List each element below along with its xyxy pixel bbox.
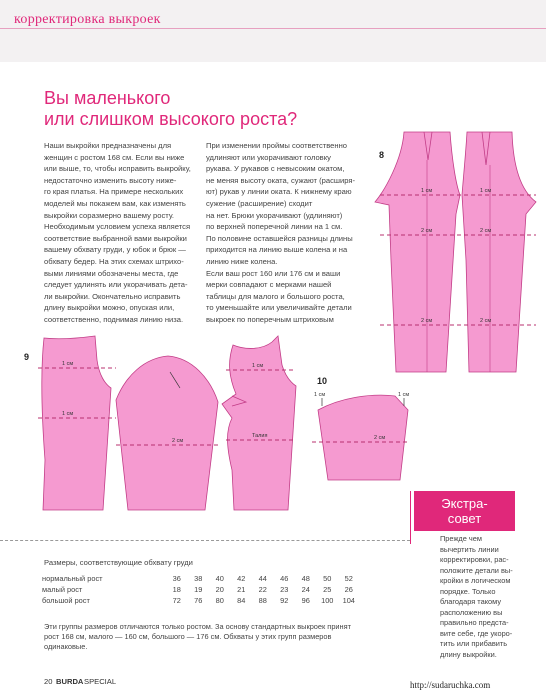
table-cell: 84 <box>237 596 246 605</box>
col1-line: вашему обхвату груди, у юбок и брюк — <box>44 245 186 255</box>
brand-subtitle: SPECIAL <box>84 677 117 686</box>
col2-line: таблицы для малого и большого роста, <box>206 291 345 301</box>
col2-line: по верхней поперечной линии на 1 см. <box>206 222 343 232</box>
extra-tip-badge <box>414 491 515 531</box>
table-cell: 21 <box>237 585 246 594</box>
bodice-back-piece <box>42 336 111 510</box>
col1-line: ли выкройки. Окончательно исправить <box>44 291 181 301</box>
figure-10-number: 10 <box>317 376 328 386</box>
col1-line: моделей мы покажем вам, как изменять <box>44 198 186 208</box>
table-row <box>42 595 360 606</box>
table-cell: 18 <box>172 585 181 594</box>
label-1cm: 1 см <box>62 361 74 367</box>
col2-line: ют) рукав у линии оката. К нижнему краю <box>206 187 352 197</box>
tip-line: положите детали вы- <box>440 565 513 575</box>
table-row <box>42 584 360 595</box>
label-1cm: 1 см <box>398 392 410 398</box>
table-cell: 48 <box>301 574 310 583</box>
table-cell: 80 <box>215 596 224 605</box>
figure-8-number: 8 <box>379 150 385 160</box>
col2-line: По половине оставшейся разницы длины <box>206 233 353 243</box>
tip-line: вите себе, где укоро- <box>440 628 513 638</box>
table-cell: 104 <box>342 596 355 605</box>
label-2cm: 2 см <box>421 228 433 234</box>
tip-line: благодаря такому <box>440 597 502 606</box>
table-cell: 100 <box>321 596 334 605</box>
label-1cm: 1 см <box>252 363 264 369</box>
label-2cm: 2 см <box>480 228 492 234</box>
col1-line: недостаточно изменить высоту ниже- <box>44 175 177 185</box>
col1-line: го края платья. На примере нескольких <box>44 187 184 197</box>
table-cell: 52 <box>344 574 353 583</box>
col1-line: соответствие выбранной вами выкройки <box>44 233 187 243</box>
tip-line: порядке. Только <box>440 586 496 596</box>
col2-line: на нет. Брюки укорачивают (удлиняют) <box>206 210 343 220</box>
sizes-title: Размеры, соответствующие обхвату груди <box>44 558 193 567</box>
extra-title-line1: Экстра- <box>441 496 488 511</box>
table-cell: 20 <box>215 585 224 594</box>
tip-line: расположению вы <box>440 607 503 617</box>
col2-line: линию ниже колена. <box>206 256 278 266</box>
brand-name: BURDA <box>56 677 84 686</box>
label-talia: Талия <box>252 433 268 439</box>
table-cell: 72 <box>172 596 181 605</box>
trouser-front-piece <box>375 132 460 372</box>
row-label: большой рост <box>42 596 90 605</box>
tip-line: правильно предста- <box>440 618 509 627</box>
short-sleeve-piece <box>318 395 408 480</box>
label-1cm: 1 см <box>62 411 74 417</box>
col1-line: выкройки соразмерно вашему росту. <box>44 210 174 220</box>
tip-line: вычертить линии <box>440 544 499 554</box>
col1-line: или выше, то, чтобы исправить выкройку, <box>44 164 191 174</box>
tip-line: Прежде чем <box>440 534 482 543</box>
table-cell: 22 <box>258 585 267 594</box>
col1-line: женщин с ростом 168 см. Если вы ниже <box>44 152 185 162</box>
table-cell: 96 <box>301 596 310 605</box>
col1-line: обхвату бедер. На этих схемах штрихо- <box>44 256 184 266</box>
tip-line: корректировки, рас- <box>440 555 509 564</box>
note-line: рост 168 см, малого — 160 см, большого — 176 см. Обхваты у этих групп размеров <box>44 632 332 642</box>
row-label: нормальный рост <box>42 574 103 583</box>
label-2cm: 2 см <box>374 435 386 441</box>
table-cell: 23 <box>280 585 289 594</box>
sizes-note <box>44 622 374 653</box>
col2-line: мерки совпадают с мерками нашей <box>206 280 332 290</box>
sizes-table <box>42 573 360 606</box>
tip-line: тить или прибавить <box>440 639 508 648</box>
table-cell: 24 <box>301 585 310 594</box>
table-cell: 40 <box>215 574 224 583</box>
page-number: 20 <box>44 677 53 686</box>
table-cell: 76 <box>194 596 203 605</box>
table-cell: 38 <box>194 574 203 583</box>
label-1cm: 1 см <box>480 188 492 194</box>
article-title-line1: Вы маленького <box>44 88 171 108</box>
tip-line: длину выкройки. <box>440 649 497 659</box>
col2-line: не меняя высоту оката, сужают (расширя- <box>206 175 355 185</box>
extra-tip-text <box>440 534 540 660</box>
col2-line: удлиняют или укорачивают головку <box>206 152 331 162</box>
col1-line: выми линиями обозначены места, где <box>44 268 179 278</box>
note-line: одинаковые. <box>44 642 88 652</box>
col1-line: Наши выкройки предназначены для <box>44 141 172 150</box>
watermark: http://sudaruchka.com <box>410 680 491 690</box>
table-cell: 44 <box>258 574 267 583</box>
figure-9-number: 9 <box>24 352 30 362</box>
row-label: малый рост <box>42 585 83 594</box>
extra-title-line2: совет <box>447 511 482 526</box>
table-cell: 19 <box>194 585 203 594</box>
extra-box-rule <box>410 491 411 544</box>
table-row <box>42 573 360 584</box>
col2-line: При изменении проймы соответственно <box>206 141 348 150</box>
table-cell: 36 <box>172 574 181 583</box>
note-line: Эти группы размеров отличаются только ростом. За основу стандартных выкроек принят <box>44 622 352 631</box>
label-1cm: 1 см <box>421 188 433 194</box>
tip-line: кройки в логическом <box>440 576 511 585</box>
col2-line: выкроек по поперечным штриховым <box>206 314 334 324</box>
article-title-line2: или слишком высокого роста? <box>44 109 298 129</box>
col2-line: приходится на линию выше колена и на <box>206 245 348 255</box>
label-2cm: 2 см <box>172 438 184 444</box>
section-title: корректировка выкроек <box>14 12 161 27</box>
col2-line: то уменьшайте или увеличивайте детали <box>206 303 352 313</box>
col1-line: соответственно, поднимая линию низа. <box>44 314 184 324</box>
label-1cm: 1 см <box>314 392 326 398</box>
table-cell: 92 <box>280 596 289 605</box>
section-divider <box>0 540 410 541</box>
table-cell: 88 <box>258 596 267 605</box>
table-cell: 42 <box>237 574 246 583</box>
table-cell: 26 <box>344 585 353 594</box>
table-cell: 46 <box>280 574 289 583</box>
bodice-sleeve-piece <box>116 356 218 510</box>
col2-line: рукава. У рукавов с невысоким окатом, <box>206 164 345 174</box>
table-cell: 25 <box>323 585 332 594</box>
label-2cm: 2 см <box>421 318 433 324</box>
label-2cm: 2 см <box>480 318 492 324</box>
trouser-back-piece <box>462 132 536 372</box>
col1-line: Необходимым условием успеха является <box>44 222 191 232</box>
col2-line: сужение (расширение) сходит <box>206 198 313 208</box>
table-cell: 50 <box>323 574 332 583</box>
col1-line: длину выкройки можно, опуская или, <box>44 303 175 313</box>
col2-line: Если ваш рост 160 или 176 см и ваши <box>206 268 341 278</box>
col1-line: следует удлинять или укорачивать дета- <box>44 280 188 290</box>
